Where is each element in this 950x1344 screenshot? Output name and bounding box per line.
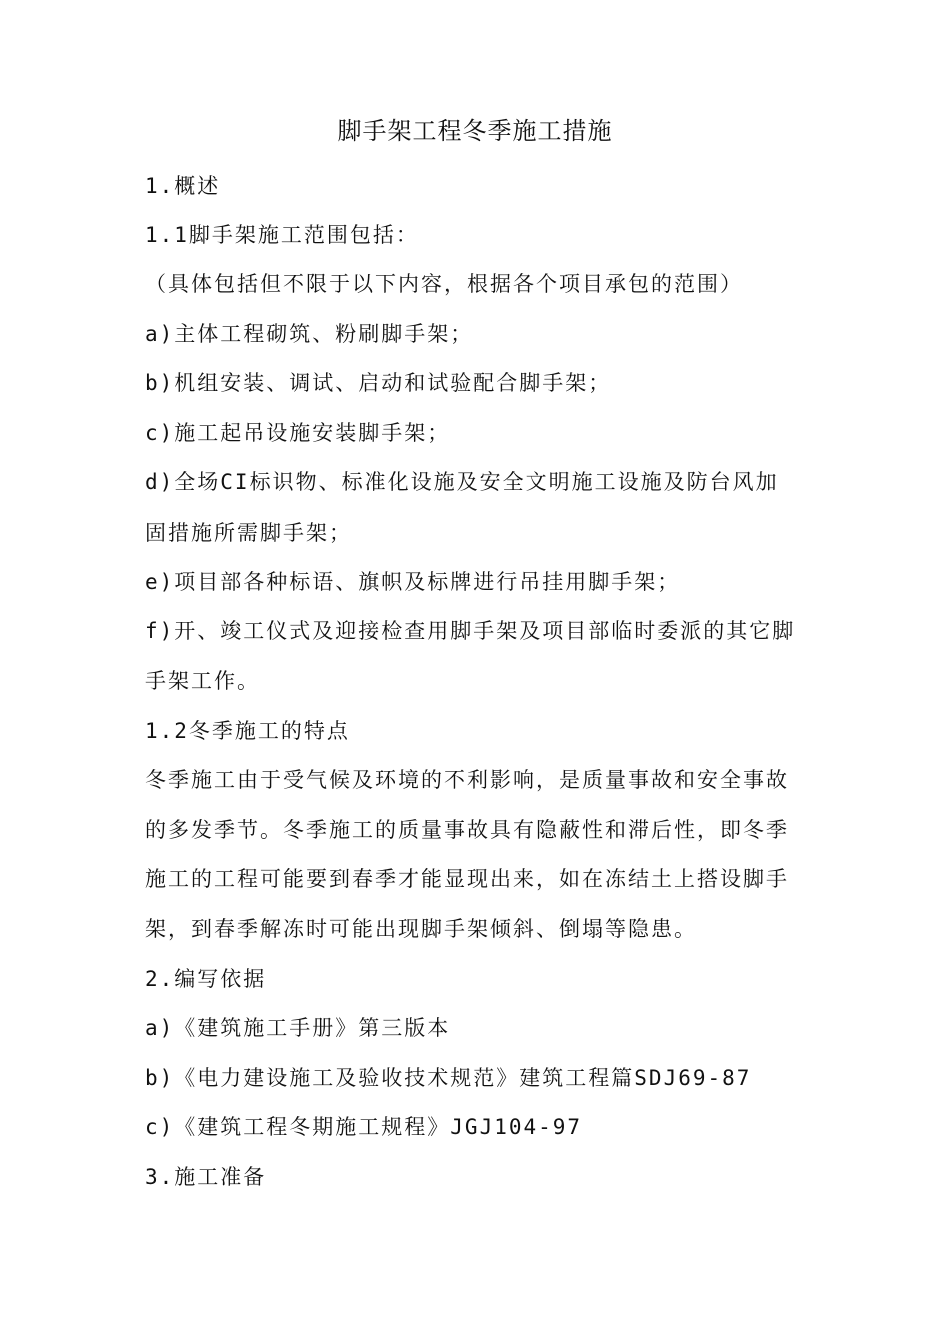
document-title: 脚手架工程冬季施工措施 (337, 117, 613, 145)
list-item-c: c)施工起吊设施安装脚手架； (145, 421, 451, 445)
paragraph-line: （具体包括但不限于以下内容，根据各个项目承包的范围） (145, 272, 743, 296)
paragraph-line: 冬季施工由于受气候及环境的不利影响，是质量事故和安全事故 (145, 768, 789, 792)
list-item-d: d)全场CI标识物、标准化设施及安全文明施工设施及防台风加 (145, 470, 779, 494)
list-item-a: a)主体工程砌筑、粉刷脚手架； (145, 322, 474, 346)
reference-item-c: c)《建筑工程冬期施工规程》JGJ104-97 (145, 1115, 583, 1139)
list-item-d-continued: 固措施所需脚手架； (145, 521, 352, 545)
reference-item-a: a)《建筑施工手册》第三版本 (145, 1016, 451, 1040)
heading-preparation: 3.施工准备 (145, 1165, 267, 1189)
list-item-f: f)开、竣工仪式及迎接检查用脚手架及项目部临时委派的其它脚 (145, 619, 796, 643)
paragraph-line: 的多发季节。冬季施工的质量事故具有隐蔽性和滞后性，即冬季 (145, 818, 789, 842)
heading-overview: 1.概述 (145, 174, 221, 198)
heading-winter-features: 1.2冬季施工的特点 (145, 719, 350, 743)
heading-scope: 1.1脚手架施工范围包括： (145, 223, 419, 247)
list-item-e: e)项目部各种标语、旗帜及标牌进行吊挂用脚手架； (145, 570, 681, 594)
paragraph-line: 架，到春季解冻时可能出现脚手架倾斜、倒塌等隐患。 (145, 917, 697, 941)
list-item-b: b)机组安装、调试、启动和试验配合脚手架； (145, 371, 612, 395)
list-item-f-continued: 手架工作。 (145, 669, 260, 693)
paragraph-line: 施工的工程可能要到春季才能显现出来，如在冻结土上搭设脚手 (145, 867, 789, 891)
reference-item-b: b)《电力建设施工及验收技术规范》建筑工程篇SDJ69-87 (145, 1066, 752, 1090)
heading-basis: 2.编写依据 (145, 967, 267, 991)
